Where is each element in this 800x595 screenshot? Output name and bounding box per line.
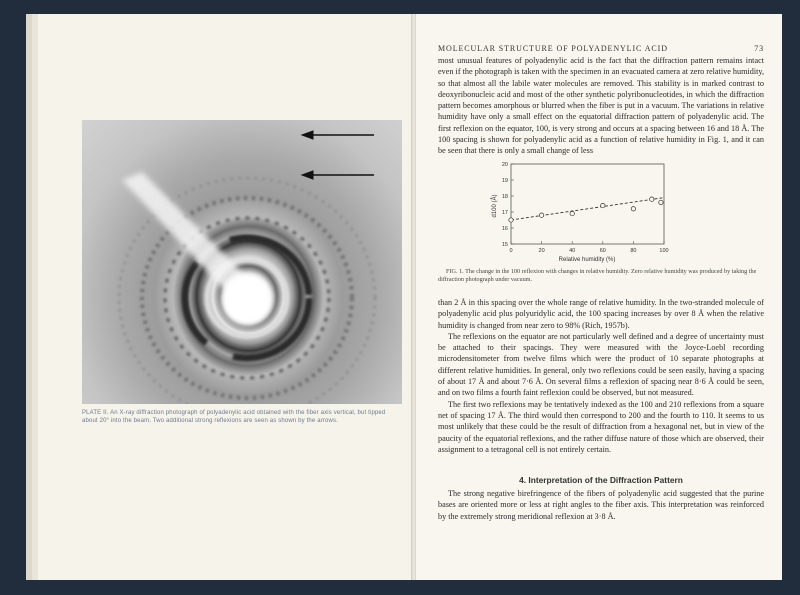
paragraph-3: The reflexions on the equator are not particularly well defined and a degree of uncertainty must be attached to their spacings. They were measured with the Joyce-Loebl recording microdensitometer from twelve films which were the product of 10 separate photographs at different relative humidities. In general, only two reflexions could be seen easily, having a spacing of about 17 Å and about 7·6 Å. On several films a reflexion of spacing near 8·6 Å could be seen, and on two films a fourth faint reflexion could be observed, but not measured. bbox=[438, 331, 764, 398]
running-head-title: MOLECULAR STRUCTURE OF POLYADENYLIC ACID bbox=[438, 44, 668, 53]
humidity-chart bbox=[487, 160, 677, 265]
arrows bbox=[302, 131, 374, 179]
running-head bbox=[438, 44, 764, 53]
paragraph-5-block bbox=[438, 488, 764, 522]
paragraph-2: than 2 Å in this spacing over the whole range of relative humidity. In the two-stranded molecule of polyadenylic acid plus polyuridylic acid, the 100 spacing increases by over 8 Å when the relative humidity is changed from near zero to 98% (Rich, 1957b). bbox=[438, 298, 764, 330]
data-point bbox=[539, 213, 543, 217]
data-point bbox=[631, 207, 635, 211]
trend-line bbox=[511, 198, 664, 220]
data-point bbox=[601, 203, 605, 207]
y-tick-label: 18 bbox=[501, 194, 508, 200]
plate-caption: PLATE II. An X-ray diffraction photograph of polyadenylic acid obtained with the fiber axis vertical, but tipped about 20° into the beam. Two additional strong reflexions are seen as shown by the arrows. bbox=[82, 410, 386, 424]
y-tick-label: 19 bbox=[501, 178, 508, 184]
y-tick-label: 16 bbox=[501, 226, 508, 232]
data-point bbox=[509, 218, 513, 222]
section-heading: 4. Interpretation of the Diffraction Pattern bbox=[519, 475, 683, 485]
chart-frame bbox=[511, 164, 664, 244]
figure-caption: FIG. 1. The change in the 100 reflexion with changes in relative humidity. Zero relative humidity was produced by taking the diffraction photograph under vacuum. bbox=[438, 268, 757, 284]
diffraction-photograph bbox=[82, 120, 402, 404]
y-axis-label: d100 (Å) bbox=[492, 194, 498, 218]
paragraph-1 bbox=[438, 55, 764, 157]
x-tick-label: 0 bbox=[509, 248, 513, 254]
x-axis-label: Relative humidity (%) bbox=[558, 257, 616, 263]
paragraph-4: The first two reflexions may be tentatively indexed as the 100 and 210 reflexions from a square net of spacing 17 Å. The third would then correspond to 200 and the fourth to 110. It seems to us most unlikely that these could be the result of diffraction from a hexagonal net, but in view of the paucity of the equatorial reflexions, and the rather diffuse nature of those which are observed, their assignment to a tetragonal cell is not entirely certain. bbox=[438, 399, 764, 454]
x-tick-label: 80 bbox=[630, 248, 637, 254]
y-tick-label: 17 bbox=[501, 210, 508, 216]
y-tick-label: 20 bbox=[501, 162, 508, 168]
data-point bbox=[659, 200, 663, 204]
data-point bbox=[650, 197, 654, 201]
x-tick-label: 20 bbox=[538, 248, 545, 254]
x-tick-label: 40 bbox=[569, 248, 576, 254]
page-number: 73 bbox=[754, 44, 764, 53]
x-tick-label: 100 bbox=[659, 248, 669, 254]
paragraph-5: The strong negative birefringence of the fibers of polyadenylic acid suggested that the purine bases are oriented more or less at right angles to the fiber axis. This interpretation was reinforced by the extremely strong meridional reflexion at 3·8 Å. bbox=[438, 489, 764, 521]
data-point bbox=[570, 211, 574, 215]
body-continued bbox=[438, 297, 764, 455]
x-tick-label: 60 bbox=[599, 248, 606, 254]
paragraph-1-text: most unusual features of polyadenylic acid is the fact that the diffraction pattern remains intact even if the photograph is taken with the specimen in an evacuated camera at zero relative humidity, so that almost all the labile water molecules are removed. This stability is in marked contrast to deoxyribonucleic acid and most of the other synthetic polyribonucleotides, in which the diffraction pattern becomes amorphous or blurred when the fiber is put in a vacuum. The variations in relative humidity have only a small effect on the equatorial diffraction pattern of polyadenylic acid. The first reflexion on the equator, 100, is very strong and occurs at a spacing between 16 and 18 Å. The 100 spacing is shown for polyadenylic acid as a function of relative humidity in Fig. 1, and it can be seen that there is only a small change of less bbox=[438, 56, 764, 156]
y-tick-label: 15 bbox=[501, 242, 508, 248]
book-gutter bbox=[411, 14, 416, 580]
